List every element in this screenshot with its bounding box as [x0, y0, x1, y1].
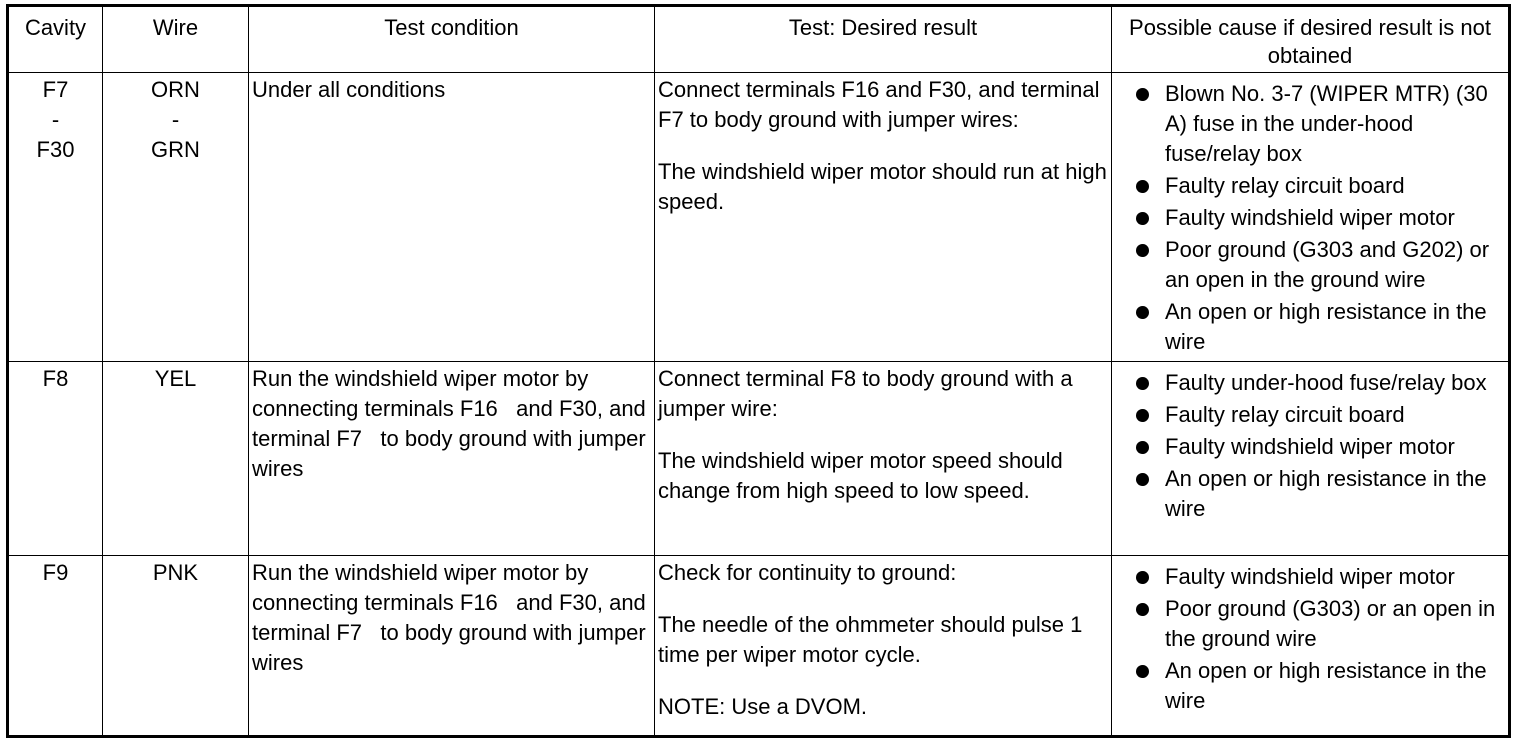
test-condition-cell	[249, 362, 655, 556]
result-text: Check for continuity to ground:	[658, 560, 957, 585]
cavity-separator: -	[51, 107, 60, 132]
cavity-cell	[8, 556, 103, 737]
header-test-condition: Test condition	[249, 6, 655, 73]
desired-result-cell	[655, 556, 1112, 737]
header-cavity: Cavity	[8, 6, 103, 73]
wire-cell	[103, 73, 249, 362]
table-row	[8, 73, 1510, 362]
test-condition-text: Run the windshield wiper motor by connecting terminals F16 and F30, and terminal F7 to body ground with jumper wires	[252, 560, 652, 675]
cause-item: Faulty relay circuit board	[1115, 171, 1505, 201]
cavity-value: F9	[42, 560, 69, 585]
header-possible-cause: Possible cause if desired result is not obtained	[1112, 6, 1510, 73]
table-row	[8, 362, 1510, 556]
desired-result-cell	[655, 362, 1112, 556]
desired-result-cell	[655, 73, 1112, 362]
wire-color: GRN	[151, 137, 200, 162]
wire-separator: -	[171, 107, 180, 132]
wire-cell	[103, 556, 249, 737]
wire-color: ORN	[151, 77, 200, 102]
result-text: The windshield wiper motor speed should change from high speed to low speed.	[658, 448, 1063, 503]
header-desired-result: Test: Desired result	[655, 6, 1112, 73]
possible-cause-cell	[1112, 362, 1510, 556]
test-condition-text: Run the windshield wiper motor by connecting terminals F16 and F30, and terminal F7 to body ground with jumper wires	[252, 366, 652, 481]
result-text: Connect terminal F8 to body ground with a jumper wire:	[658, 366, 1073, 421]
result-note: NOTE: Use a DVOM.	[658, 694, 868, 719]
cause-list	[1115, 75, 1505, 357]
test-condition-cell	[249, 73, 655, 362]
cavity-value: F8	[42, 366, 69, 391]
cause-item: Faulty windshield wiper motor	[1115, 432, 1505, 462]
cause-item: An open or high resistance in the wire	[1115, 297, 1505, 357]
wire-color: YEL	[154, 366, 197, 391]
table-row	[8, 556, 1510, 737]
cavity-cell	[8, 362, 103, 556]
wire-color: PNK	[152, 560, 199, 585]
cause-item: An open or high resistance in the wire	[1115, 656, 1505, 716]
table-header-row	[8, 6, 1510, 73]
cause-item: Poor ground (G303) or an open in the ground wire	[1115, 594, 1505, 654]
result-text: Connect terminals F16 and F30, and terminal F7 to body ground with jumper wires:	[658, 77, 1100, 132]
cavity-value: F30	[36, 137, 75, 162]
result-text: The windshield wiper motor should run at high speed.	[658, 159, 1107, 214]
possible-cause-cell	[1112, 73, 1510, 362]
possible-cause-cell	[1112, 556, 1510, 737]
cause-list	[1115, 558, 1505, 716]
test-condition-cell	[249, 556, 655, 737]
header-wire: Wire	[103, 6, 249, 73]
cause-item: Faulty under-hood fuse/relay box	[1115, 368, 1505, 398]
wire-cell	[103, 362, 249, 556]
document-page	[6, 4, 1508, 736]
cavity-cell	[8, 73, 103, 362]
cavity-value: F7	[42, 77, 69, 102]
cause-item: An open or high resistance in the wire	[1115, 464, 1505, 524]
cause-item: Blown No. 3-7 (WIPER MTR) (30 A) fuse in the under-hood fuse/relay box	[1115, 79, 1505, 169]
troubleshooting-table	[6, 4, 1511, 738]
test-condition-text: Under all conditions	[252, 77, 446, 102]
cause-item: Faulty windshield wiper motor	[1115, 562, 1505, 592]
cause-item: Poor ground (G303 and G202) or an open in the ground wire	[1115, 235, 1505, 295]
result-text: The needle of the ohmmeter should pulse 1 time per wiper motor cycle.	[658, 612, 1083, 667]
cause-item: Faulty relay circuit board	[1115, 400, 1505, 430]
cause-list	[1115, 364, 1505, 524]
cause-item: Faulty windshield wiper motor	[1115, 203, 1505, 233]
